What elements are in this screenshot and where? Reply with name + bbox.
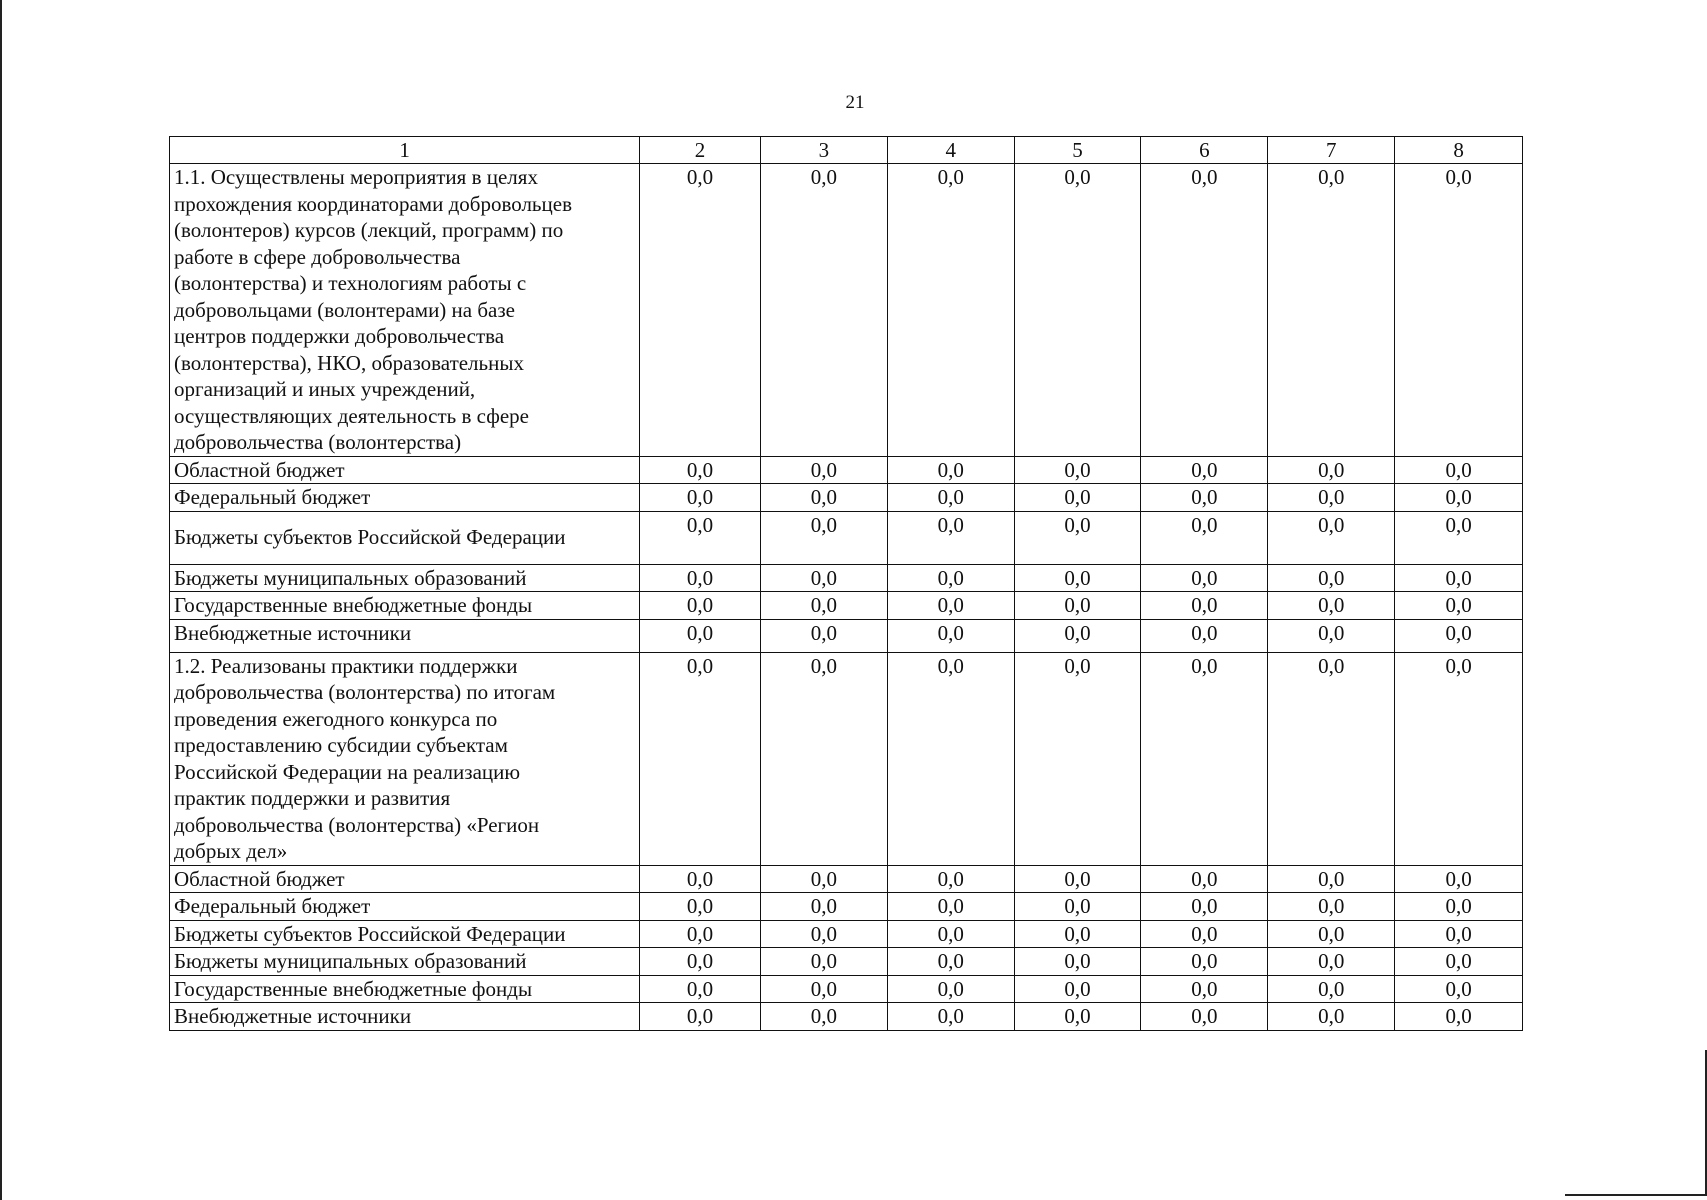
- section-title-line: (волонтерства) и технологиям работы с: [174, 271, 527, 295]
- value-cell: 0,0: [1141, 1003, 1268, 1031]
- budget-row: [170, 511, 1523, 564]
- row-label: Областной бюджет: [170, 865, 640, 893]
- row-label: Государственные внебюджетные фонды: [170, 592, 640, 620]
- value-cell: 0,0: [1268, 484, 1395, 512]
- value-cell: 0,0: [1141, 920, 1268, 948]
- value-cell: 0,0: [1141, 592, 1268, 620]
- section-title-line: предоставлению субсидии субъектам: [174, 733, 508, 757]
- row-label: Государственные внебюджетные фонды: [170, 975, 640, 1003]
- value-cell: 0,0: [760, 619, 887, 652]
- budget-row: [170, 564, 1523, 592]
- value-cell: 0,0: [1395, 920, 1523, 948]
- budget-row: [170, 456, 1523, 484]
- value-cell: 0,0: [760, 948, 887, 976]
- value-cell: 0,0: [1141, 893, 1268, 921]
- value-cell: 0,0: [1395, 652, 1523, 865]
- value-cell: 0,0: [640, 456, 761, 484]
- value-cell: 0,0: [1141, 511, 1268, 564]
- value-cell: 0,0: [760, 975, 887, 1003]
- value-cell: 0,0: [1395, 456, 1523, 484]
- value-cell: 0,0: [887, 1003, 1014, 1031]
- value-cell: 0,0: [1014, 484, 1141, 512]
- section-title-line: 1.2. Реализованы практики поддержки: [174, 653, 518, 678]
- section-title-line: центров поддержки добровольчества: [174, 324, 505, 348]
- header-cell: 8: [1395, 137, 1523, 164]
- value-cell: 0,0: [640, 865, 761, 893]
- value-cell: 0,0: [640, 893, 761, 921]
- value-cell: 0,0: [1014, 619, 1141, 652]
- value-cell: 0,0: [887, 164, 1014, 457]
- value-cell: 0,0: [1268, 592, 1395, 620]
- value-cell: 0,0: [1268, 975, 1395, 1003]
- value-cell: 0,0: [887, 456, 1014, 484]
- value-cell: 0,0: [1141, 564, 1268, 592]
- value-cell: 0,0: [1395, 865, 1523, 893]
- budget-table: [169, 136, 1523, 1031]
- value-cell: 0,0: [760, 893, 887, 921]
- value-cell: 0,0: [1395, 948, 1523, 976]
- section-title-row: [170, 652, 1523, 865]
- value-cell: 0,0: [1014, 975, 1141, 1003]
- header-cell: 4: [887, 137, 1014, 164]
- value-cell: 0,0: [887, 652, 1014, 865]
- row-label: Внебюджетные источники: [170, 619, 640, 652]
- section-title-line: добровольцами (волонтерами) на базе: [174, 297, 515, 322]
- value-cell: 0,0: [640, 975, 761, 1003]
- value-cell: 0,0: [1268, 920, 1395, 948]
- value-cell: 0,0: [760, 592, 887, 620]
- value-cell: 0,0: [1395, 893, 1523, 921]
- section-title-line: добрых дел»: [174, 839, 288, 863]
- section-title-line: добровольчества (волонтерства): [174, 430, 462, 454]
- section-title-line: добровольчества (волонтерства) «Регион: [174, 812, 540, 837]
- header-cell: 2: [640, 137, 761, 164]
- budget-row: [170, 619, 1523, 652]
- section-title-cell: [170, 164, 640, 457]
- value-cell: 0,0: [1014, 511, 1141, 564]
- header-cell: 7: [1268, 137, 1395, 164]
- value-cell: 0,0: [640, 652, 761, 865]
- value-cell: 0,0: [1141, 865, 1268, 893]
- value-cell: 0,0: [760, 564, 887, 592]
- value-cell: 0,0: [1141, 456, 1268, 484]
- value-cell: 0,0: [1014, 1003, 1141, 1031]
- section-title-line: прохождения координаторами добровольцев: [174, 191, 572, 216]
- section-title-line: (волонтеров) курсов (лекций, программ) по: [174, 218, 564, 242]
- value-cell: 0,0: [1395, 564, 1523, 592]
- budget-row: [170, 975, 1523, 1003]
- value-cell: 0,0: [760, 920, 887, 948]
- value-cell: 0,0: [1141, 484, 1268, 512]
- value-cell: 0,0: [1014, 164, 1141, 457]
- header-cell: 6: [1141, 137, 1268, 164]
- value-cell: 0,0: [640, 948, 761, 976]
- value-cell: 0,0: [887, 511, 1014, 564]
- value-cell: 0,0: [1014, 893, 1141, 921]
- value-cell: 0,0: [887, 564, 1014, 592]
- header-cell: 1: [170, 137, 640, 164]
- value-cell: 0,0: [1268, 564, 1395, 592]
- value-cell: 0,0: [1141, 948, 1268, 976]
- row-label: Бюджеты субъектов Российской Федерации: [170, 511, 640, 564]
- header-row: [170, 137, 1523, 164]
- budget-row: [170, 484, 1523, 512]
- value-cell: 0,0: [1014, 456, 1141, 484]
- value-cell: 0,0: [1014, 948, 1141, 976]
- section-title-line: Российской Федерации на реализацию: [174, 759, 521, 784]
- scan-bottom-line: [1565, 1194, 1707, 1196]
- value-cell: 0,0: [1268, 456, 1395, 484]
- budget-row: [170, 592, 1523, 620]
- value-cell: 0,0: [887, 893, 1014, 921]
- value-cell: 0,0: [760, 511, 887, 564]
- value-cell: 0,0: [640, 920, 761, 948]
- value-cell: 0,0: [887, 592, 1014, 620]
- value-cell: 0,0: [1395, 975, 1523, 1003]
- value-cell: 0,0: [1014, 652, 1141, 865]
- value-cell: 0,0: [1268, 893, 1395, 921]
- value-cell: 0,0: [887, 484, 1014, 512]
- value-cell: 0,0: [640, 564, 761, 592]
- section-title-line: осуществляющих деятельность в сфере: [174, 403, 530, 428]
- section-title-line: добровольчества (волонтерства) по итогам: [174, 680, 556, 704]
- page-number: 21: [845, 92, 865, 113]
- header-cell: 3: [760, 137, 887, 164]
- budget-row: [170, 893, 1523, 921]
- value-cell: 0,0: [887, 865, 1014, 893]
- value-cell: 0,0: [640, 619, 761, 652]
- scan-left-edge: [0, 0, 2, 1200]
- value-cell: 0,0: [887, 920, 1014, 948]
- value-cell: 0,0: [887, 975, 1014, 1003]
- value-cell: 0,0: [1141, 164, 1268, 457]
- section-title-line: проведения ежегодного конкурса по: [174, 706, 498, 731]
- value-cell: 0,0: [760, 484, 887, 512]
- row-label: Федеральный бюджет: [170, 893, 640, 921]
- value-cell: 0,0: [1141, 975, 1268, 1003]
- value-cell: 0,0: [887, 619, 1014, 652]
- value-cell: 0,0: [887, 948, 1014, 976]
- row-label: Бюджеты субъектов Российской Федерации: [170, 920, 640, 948]
- value-cell: 0,0: [1268, 164, 1395, 457]
- value-cell: 0,0: [760, 456, 887, 484]
- value-cell: 0,0: [640, 1003, 761, 1031]
- value-cell: 0,0: [1141, 619, 1268, 652]
- row-label: Федеральный бюджет: [170, 484, 640, 512]
- value-cell: 0,0: [760, 652, 887, 865]
- value-cell: 0,0: [1268, 619, 1395, 652]
- value-cell: 0,0: [1395, 619, 1523, 652]
- row-label: Внебюджетные источники: [170, 1003, 640, 1031]
- value-cell: 0,0: [1268, 511, 1395, 564]
- budget-row: [170, 920, 1523, 948]
- header-cell: 5: [1014, 137, 1141, 164]
- value-cell: 0,0: [1141, 652, 1268, 865]
- value-cell: 0,0: [1395, 511, 1523, 564]
- value-cell: 0,0: [640, 511, 761, 564]
- row-label: Бюджеты муниципальных образований: [170, 564, 640, 592]
- value-cell: 0,0: [1395, 1003, 1523, 1031]
- value-cell: 0,0: [1014, 592, 1141, 620]
- value-cell: 0,0: [760, 164, 887, 457]
- value-cell: 0,0: [1268, 652, 1395, 865]
- budget-row: [170, 1003, 1523, 1031]
- section-title-row: [170, 164, 1523, 457]
- section-title-cell: [170, 652, 640, 865]
- value-cell: 0,0: [1268, 865, 1395, 893]
- section-title-line: организаций и иных учреждений,: [174, 377, 476, 401]
- value-cell: 0,0: [1395, 164, 1523, 457]
- row-label: Бюджеты муниципальных образований: [170, 948, 640, 976]
- value-cell: 0,0: [1395, 592, 1523, 620]
- section-title-line: 1.1. Осуществлены мероприятия в целях: [174, 165, 538, 189]
- value-cell: 0,0: [1268, 948, 1395, 976]
- section-title-line: практик поддержки и развития: [174, 786, 451, 810]
- value-cell: 0,0: [1014, 920, 1141, 948]
- budget-row: [170, 865, 1523, 893]
- budget-row: [170, 948, 1523, 976]
- value-cell: 0,0: [1268, 1003, 1395, 1031]
- value-cell: 0,0: [760, 1003, 887, 1031]
- value-cell: 0,0: [1014, 865, 1141, 893]
- value-cell: 0,0: [760, 865, 887, 893]
- value-cell: 0,0: [640, 592, 761, 620]
- value-cell: 0,0: [1014, 564, 1141, 592]
- value-cell: 0,0: [1395, 484, 1523, 512]
- section-title-line: (волонтерства), НКО, образовательных: [174, 350, 524, 375]
- value-cell: 0,0: [640, 164, 761, 457]
- row-label: Областной бюджет: [170, 456, 640, 484]
- value-cell: 0,0: [640, 484, 761, 512]
- section-title-line: работе в сфере добровольчества: [174, 244, 461, 269]
